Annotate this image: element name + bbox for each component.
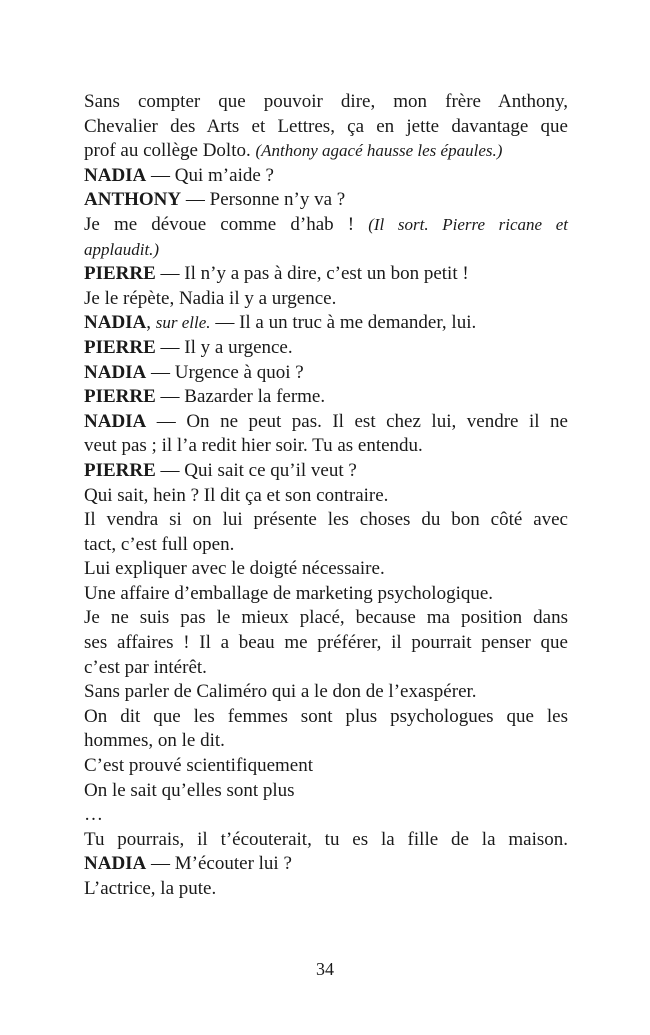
line-text: Je me dévoue comme d’hab ! [84,213,369,235]
text-line [84,606,568,631]
speaker-name: NADIA [84,361,147,383]
text-line [84,877,568,902]
text-line [84,508,568,533]
dialogue-line [84,336,568,361]
speaker-separator: , [146,312,156,334]
stage-direction: sur elle. [155,313,211,333]
speaker-name: ANTHONY [84,189,182,211]
line-text: — Il a un truc à me demander, lui. [210,312,477,334]
line-text: L’actrice, la pute. [84,878,217,899]
line-text: Sans compter que pouvoir dire, mon frère Anthony, [84,91,568,112]
speaker-name: NADIA [84,164,147,186]
stage-direction: applaudit.) [84,239,160,259]
text-line [84,434,568,459]
dialogue-line [84,385,568,410]
line-text: Il vendra si on lui présente les choses du bon côté avec [84,509,568,531]
text-line [84,557,568,582]
speaker-name: NADIA [84,410,147,432]
line-text: On dit que les femmes sont plus psychologues que les [84,705,568,727]
speaker-name: PIERRE [84,336,156,358]
line-text: Je le répète, Nadia il y a urgence. [84,287,337,309]
line-text: — Urgence à quoi ? [146,361,304,383]
line-text: Je ne suis pas le mieux placé, because ma position dans [84,607,568,629]
stage-direction: (Il sort. Pierre ricane et [368,214,568,234]
text-line [84,656,568,681]
speaker-name: PIERRE [84,263,156,285]
line-text: c’est par intérêt. [84,656,207,678]
line-text: veut pas ; il l’a redit hier soir. Tu as entendu. [84,435,423,457]
line-text: — On ne peut pas. Il est chez lui, vendre il ne [146,410,568,432]
line-text: Lui expliquer avec le doigté nécessaire. [84,558,385,580]
text-line [84,754,568,779]
line-text: — M’écouter lui ? [146,853,292,875]
stage-direction: (Anthony agacé hausse les épaules.) [255,141,503,161]
dialogue-line [84,361,568,386]
speaker-name: PIERRE [84,386,156,408]
text-line [84,631,568,656]
dialogue-line [84,852,568,877]
text-line [84,729,568,754]
text-line [84,287,568,312]
line-text: Qui sait, hein ? Il dit ça et son contraire. [84,484,389,506]
page-number: 34 [316,959,334,979]
text-line [84,828,568,853]
dialogue-line [84,164,568,189]
line-text: Tu pourrais, il t’écouterait, tu es la fille de la maison. [84,828,568,850]
line-text: Chevalier des Arts et Lettres, ça en jette davantage que [84,115,568,137]
speaker-name: NADIA [84,312,147,334]
line-text: Une affaire d’emballage de marketing psychologique. [84,582,494,604]
line-text: On le sait qu’elles sont plus [84,779,295,801]
line-text: — Personne n’y va ? [181,189,346,211]
line-text: hommes, on le dit. [84,730,225,752]
text-line [84,484,568,509]
text-line [84,680,568,705]
text-line [84,533,568,558]
text-line [84,90,568,115]
line-text: — Il n’y a pas à dire, c’est un bon petit ! [155,263,469,285]
dialogue-line [84,459,568,484]
speaker-name: NADIA [84,853,147,875]
text-line [84,115,568,140]
text-line [84,705,568,730]
line-text: tact, c’est full open. [84,533,235,555]
text-line [84,582,568,607]
line-text: C’est prouvé scientifiquement [84,755,313,777]
text-line [84,213,568,238]
line-text: — Qui m’aide ? [146,164,274,186]
dialogue-line [84,188,568,213]
text-line [84,238,568,263]
line-text: prof au collège Dolto. [84,140,256,162]
line-text: — Il y a urgence. [155,336,293,358]
text-line [84,139,568,164]
dialogue-line [84,311,568,336]
line-text: — Qui sait ce qu’il veut ? [155,459,357,481]
dialogue-line [84,262,568,287]
line-text: Sans parler de Caliméro qui a le don de l’exaspérer. [84,681,477,703]
line-text: … [84,804,103,826]
page-text [84,90,568,902]
text-line [84,803,568,828]
speaker-name: PIERRE [84,459,156,481]
line-text: — Bazarder la ferme. [155,386,326,408]
dialogue-line [84,410,568,435]
text-line [84,779,568,804]
line-text: ses affaires ! Il a beau me préférer, il pourrait penser que [84,632,568,654]
